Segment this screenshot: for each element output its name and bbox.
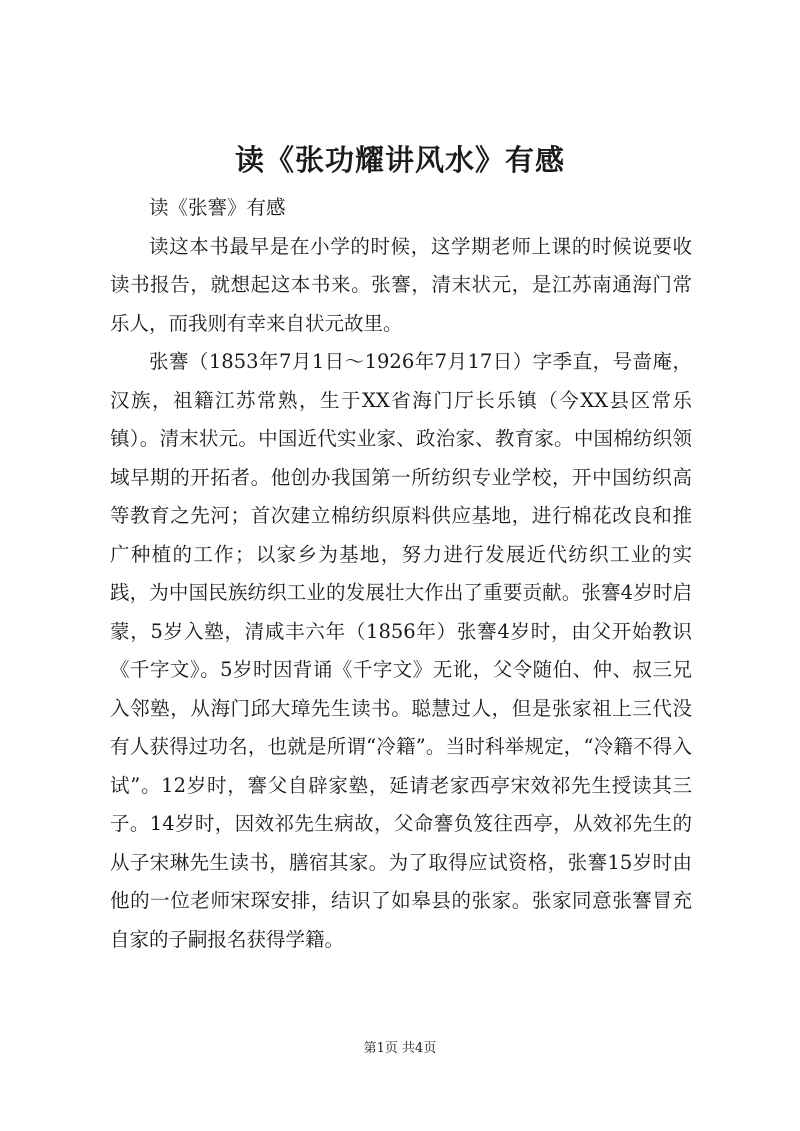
paragraph-intro: 读这本书最早是在小学的时候，这学期老师上课的时候说要收读书报告，就想起这本书来。张謇，清末状元，是江苏南通海门常乐人，而我则有幸来自状元故里。 [110,234,692,335]
page-number-footer: 第1页 共4页 [363,1041,437,1056]
document-subtitle: 读《张謇》有感 [149,196,286,219]
paragraph-biography: 张謇（1853年7月1日～1926年7月17日）字季直，号啬庵，汉族，祖籍江苏常熟，生于XX省海门厅长乐镇（今XX县区常乐镇）。清末状元。中国近代实业家、政治家、教育家。中国棉纺织领域早期的开拓者。他创办我国第一所纺织专业学校，开中国纺织高等教育之先河；首次建立棉纺织原料供应基地，进行棉花改良和推广种植的工作；以家乡为基地，努力进行发展近代纺织工业的实践，为中国民族纺织工业的发展壮大作出了重要贡献。张謇4岁时启蒙，5岁入塾，清咸丰六年（1856年）张謇4岁时，由父开始教识《千字文》。5岁时因背诵《千字文》无讹，父令随伯、仲、叔三兄入邻塾，从海门邱大璋先生读书。聪慧过人，但是张家祖上三代没有人获得过功名，也就是所谓“冷籍”。当时科举规定，“冷籍不得入试”。12岁时，謇父自辟家塾，延请老家西亭宋效祁先生授读其三子。14岁时，因效祁先生病故，父命謇负笈往西亭，从效祁先生的从子宋琳先生读书，膳宿其家。为了取得应试资格，张謇15岁时由他的一位老师宋琛安排，结识了如皋县的张家。张家同意张謇冒充自家的子嗣报名获得学籍。 [110,350,692,951]
document-title: 读《张功耀讲风水》有感 [234,143,565,177]
document-body [110,189,692,959]
